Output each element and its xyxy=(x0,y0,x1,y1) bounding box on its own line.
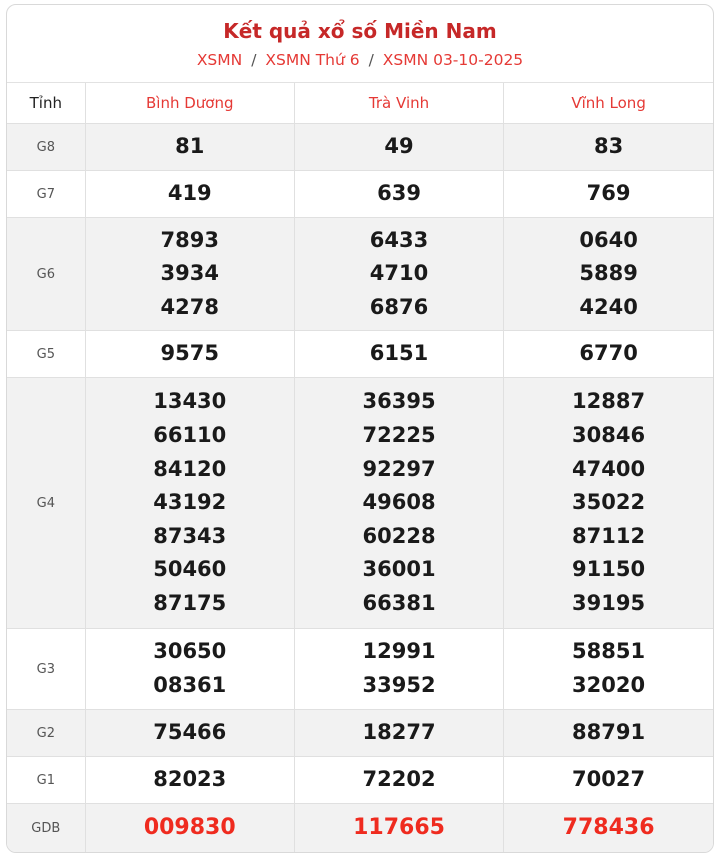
prize-cell xyxy=(294,124,503,171)
prize-label: G5 xyxy=(7,331,85,378)
prize-number: 83 xyxy=(593,134,624,159)
prize-cell xyxy=(504,710,713,757)
prize-number: 18277 xyxy=(362,720,436,745)
prize-row-g1 xyxy=(7,757,713,804)
prize-number: 32020 xyxy=(572,673,646,697)
prize-cell xyxy=(294,378,503,629)
prize-number: 7893 xyxy=(160,227,219,252)
prize-number: 3934 xyxy=(160,261,219,286)
page-title: Kết quả xổ số Miền Nam xyxy=(223,19,497,43)
prize-number: 6433 xyxy=(369,227,429,252)
prize-label: G7 xyxy=(7,171,85,218)
prize-label: G6 xyxy=(7,218,85,331)
prize-cell xyxy=(294,171,503,218)
column-header-binh-duong[interactable]: Bình Dương xyxy=(85,83,294,124)
breadcrumb-link-xsmn-thu-6[interactable]: XSMN Thứ 6 xyxy=(265,51,360,69)
table-header-row xyxy=(7,83,713,124)
prize-label: GDB xyxy=(7,804,85,853)
prize-number: 6151 xyxy=(369,341,429,366)
prize-cell xyxy=(504,171,713,218)
prize-cell xyxy=(504,757,713,804)
prize-number: 009830 xyxy=(143,815,236,841)
results-card xyxy=(6,4,714,853)
prize-number: 58851 xyxy=(572,639,646,664)
prize-number: 12887 xyxy=(572,389,646,414)
prize-row-g7 xyxy=(7,171,713,218)
prize-number: 87112 xyxy=(572,523,646,548)
prize-number: 72225 xyxy=(362,423,436,448)
prize-number: 82023 xyxy=(153,767,227,792)
breadcrumb-link-xsmn-date[interactable]: XSMN 03-10-2025 xyxy=(382,51,524,69)
prize-cell xyxy=(85,331,294,378)
prize-label: G3 xyxy=(7,629,85,710)
prize-cell xyxy=(85,710,294,757)
prize-cell xyxy=(294,629,503,710)
prize-number: 30650 xyxy=(153,639,227,664)
prize-label: G2 xyxy=(7,710,85,757)
prize-number: 66110 xyxy=(153,423,227,448)
prize-number: 36001 xyxy=(362,557,436,582)
prize-cell xyxy=(85,804,294,853)
results-header xyxy=(7,5,713,83)
prize-cell xyxy=(85,629,294,710)
prize-number: 72202 xyxy=(362,767,436,792)
prize-number: 6770 xyxy=(579,341,638,366)
prize-number: 81 xyxy=(175,134,205,159)
prize-cell xyxy=(294,804,503,853)
prize-number: 12991 xyxy=(362,639,436,664)
prize-row-g6 xyxy=(7,218,713,331)
prize-row-g3 xyxy=(7,629,713,710)
prize-cell xyxy=(504,629,713,710)
breadcrumb-link-xsmn[interactable]: XSMN xyxy=(196,51,243,69)
column-header-tra-vinh[interactable]: Trà Vinh xyxy=(294,83,503,124)
prize-number: 92297 xyxy=(362,456,436,481)
prize-cell xyxy=(504,218,713,331)
prize-row-g8 xyxy=(7,124,713,171)
prize-number: 39195 xyxy=(572,590,646,615)
prize-number: 13430 xyxy=(153,389,227,414)
prize-label: G1 xyxy=(7,757,85,804)
prize-number: 49608 xyxy=(362,490,436,515)
prize-number: 60228 xyxy=(362,523,436,548)
prize-cell xyxy=(504,804,713,853)
prize-cell xyxy=(85,171,294,218)
results-body xyxy=(7,124,713,853)
prize-number: 91150 xyxy=(572,557,646,582)
prize-number: 778436 xyxy=(562,815,655,841)
prize-number: 49 xyxy=(384,134,414,159)
prize-row-gdb xyxy=(7,804,713,853)
prize-cell xyxy=(294,710,503,757)
prize-number: 36395 xyxy=(362,389,436,414)
prize-label: G4 xyxy=(7,378,85,629)
prize-number: 70027 xyxy=(572,767,646,792)
prize-number: 769 xyxy=(586,181,631,206)
prize-number: 30846 xyxy=(572,423,646,448)
prize-number: 419 xyxy=(167,181,212,206)
prize-cell xyxy=(294,331,503,378)
prize-cell xyxy=(85,378,294,629)
prize-number: 0640 xyxy=(579,227,638,252)
prize-row-g2 xyxy=(7,710,713,757)
prize-number: 117665 xyxy=(353,815,445,841)
column-header-vinh-long[interactable]: Vĩnh Long xyxy=(504,83,713,124)
prize-number: 08361 xyxy=(153,673,227,697)
prize-number: 75466 xyxy=(153,720,227,745)
prize-row-g5 xyxy=(7,331,713,378)
prize-number: 87343 xyxy=(153,523,227,548)
column-header-province: Tỉnh xyxy=(7,83,85,124)
prize-label: G8 xyxy=(7,124,85,171)
prize-number: 639 xyxy=(377,181,421,206)
results-table xyxy=(7,83,713,853)
prize-number: 47400 xyxy=(572,456,646,481)
prize-cell xyxy=(85,757,294,804)
prize-cell xyxy=(85,124,294,171)
prize-number: 35022 xyxy=(572,490,646,515)
prize-number: 84120 xyxy=(153,456,227,481)
prize-number: 50460 xyxy=(153,557,227,582)
prize-cell xyxy=(504,331,713,378)
prize-number: 88791 xyxy=(572,720,646,745)
prize-cell xyxy=(85,218,294,331)
prize-number: 87175 xyxy=(153,590,227,615)
prize-number: 4278 xyxy=(160,294,219,319)
prize-number: 9575 xyxy=(160,341,219,366)
breadcrumb-separator: / xyxy=(251,51,257,69)
prize-row-g4 xyxy=(7,378,713,629)
prize-cell xyxy=(504,124,713,171)
breadcrumb xyxy=(7,50,713,70)
prize-number: 66381 xyxy=(362,590,436,615)
prize-number: 33952 xyxy=(362,673,436,697)
prize-number: 6876 xyxy=(369,294,429,319)
prize-number: 43192 xyxy=(153,490,227,515)
prize-cell xyxy=(294,757,503,804)
prize-number: 4240 xyxy=(579,294,638,319)
breadcrumb-separator: / xyxy=(368,51,374,69)
prize-number: 4710 xyxy=(369,261,429,286)
prize-cell xyxy=(294,218,503,331)
prize-number: 5889 xyxy=(579,261,638,286)
prize-cell xyxy=(504,378,713,629)
